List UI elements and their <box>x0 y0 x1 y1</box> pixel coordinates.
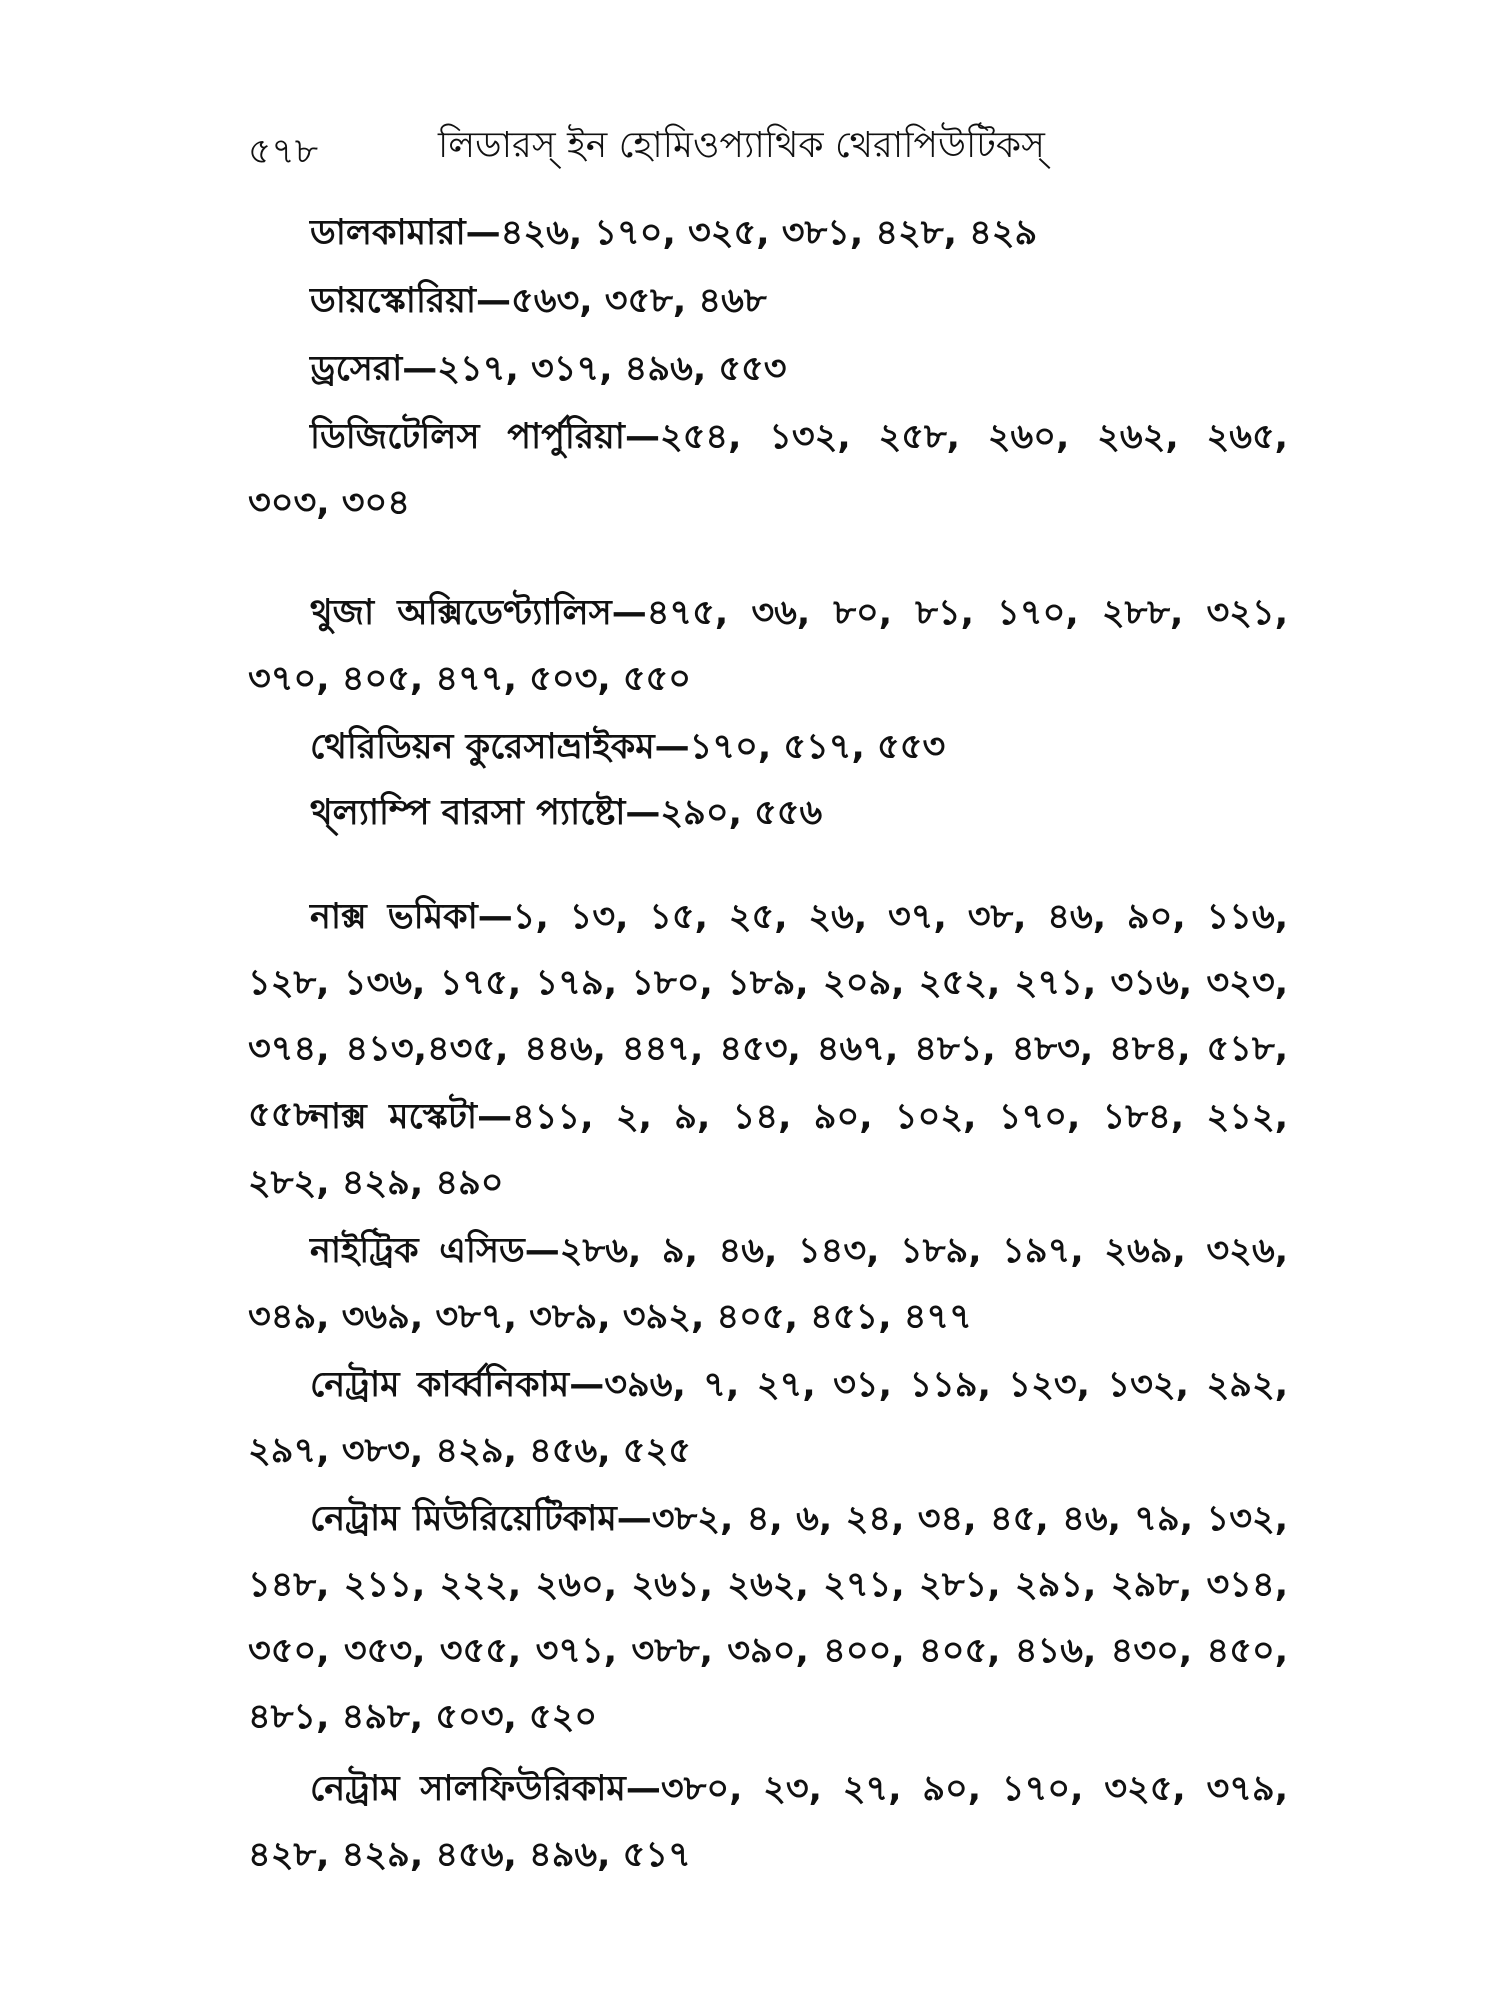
entry-refs: ৫৬৩, ৩৫৮, ৪৬৮ <box>511 281 767 321</box>
index-entry: থ্ল্যাম্পি বারসা প্যাষ্টো—২৯০, ৫৫৬ <box>310 793 823 833</box>
entry-name: থুজা অক্সিডেণ্ট্যালিস <box>310 593 612 633</box>
index-entry: ডায়স্কোরিয়া—৫৬৩, ৩৫৮, ৪৬৮ <box>310 281 767 321</box>
entry-refs: ৩৮০, ২৩, ২৭, ৯০, ১৭০, ৩২৫, ৩৭৯, ৪২৮, ৪২৯, ৪৫৬, ৪৯৬, ৫১৭ <box>248 1769 1289 1875</box>
entry-refs: ৩৮২, ৪, ৬, ২৪, ৩৪, ৪৫, ৪৬, ৭৯, ১৩২, ১৪৮, ২১১, ২২২, ২৬০, ২৬১, ২৬২, ২৭১, ২৮১, ২৯১, ২৯৮, ৩১৪, ৩৫০, ৩৫৩, ৩৫৫, ৩৭১, ৩৮৮, ৩৯০, ৪০০, ৪০৫, ৪১৬, ৪৩০, ৪৫০, ৪৮১, ৪৯৮, ৫০৩, ৫২০ <box>248 1499 1288 1737</box>
entry-name: নেট্রাম মিউরিয়েটিকাম <box>310 1499 617 1539</box>
entry-refs: ১, ১৩, ১৫, ২৫, ২৬, ৩৭, ৩৮, ৪৬, ৯০, ১১৬, ১২৮, ১৩৬, ১৭৫, ১৭৯, ১৮০, ১৮৯, ২০৯, ২৫২, ২৭১, ৩১৬, ৩২৩, ৩৭৪, ৪১৩,৪৩৫, ৪৪৬, ৪৪৭, ৪৫৩, ৪৬৭, ৪৮১, ৪৮৩, ৪৮৪, ৫১৮, ৫৫৮ <box>248 897 1288 1135</box>
entry-name: ডিজিটেলিস পার্পুরিয়া <box>310 417 625 457</box>
index-entry: নাক্স মস্কেটা—৪১১, ২, ৯, ১৪, ৯০, ১০২, ১৭০, ১৮৪, ২১২, ২৮২, ৪২৯, ৪৯০ <box>248 1097 1288 1203</box>
entry-name: নাক্স ভমিকা <box>310 897 478 937</box>
index-entry: নেট্রাম কার্ব্বনিকাম—৩৯৬, ৭, ২৭, ৩১, ১১৯, ১২৩, ১৩২, ২৯২, ২৯৭, ৩৮৩, ৪২৯, ৪৫৬, ৫২৫ <box>248 1365 1288 1471</box>
entry-name: ডালকামারা <box>310 213 466 253</box>
index-entry: ডালকামারা—৪২৬, ১৭০, ৩২৫, ৩৮১, ৪২৮, ৪২৯ <box>310 213 1038 253</box>
entry-name: থেরিডিয়ন কুরেসাভ্রাইকম <box>310 727 655 767</box>
entry-refs: ২৫৪, ১৩২, ২৫৮, ২৬০, ২৬২, ২৬৫, ৩০৩, ৩০৪ <box>248 417 1288 523</box>
running-header <box>248 118 1108 178</box>
entry-refs: ২৮৬, ৯, ৪৬, ১৪৩, ১৮৯, ১৯৭, ২৬৯, ৩২৬, ৩৪৯, ৩৬৯, ৩৮৭, ৩৮৯, ৩৯২, ৪০৫, ৪৫১, ৪৭৭ <box>248 1231 1288 1337</box>
index-entry: নেট্রাম মিউরিয়েটিকাম—৩৮২, ৪, ৬, ২৪, ৩৪, ৪৫, ৪৬, ৭৯, ১৩২, ১৪৮, ২১১, ২২২, ২৬০, ২৬১, ২৬২, ২৭১, ২৮১, ২৯১, ২৯৮, ৩১৪, ৩৫০, ৩৫৩, ৩৫৫, ৩৭১, ৩৮৮, ৩৯০, ৪০০, ৪০৫, ৪১৬, ৪৩০, ৪৫০, ৪৮১, ৪৯৮, ৫০৩, ৫২০ <box>248 1499 1288 1737</box>
entry-name: নাক্স মস্কেটা <box>310 1097 478 1137</box>
entry-name: নাইট্রিক এসিড <box>310 1231 525 1271</box>
index-entry: ড্রসেরা—২১৭, ৩১৭, ৪৯৬, ৫৫৩ <box>310 349 787 389</box>
entry-refs: ৪২৬, ১৭০, ৩২৫, ৩৮১, ৪২৮, ৪২৯ <box>500 213 1038 253</box>
index-entry: নাক্স ভমিকা—১, ১৩, ১৫, ২৫, ২৬, ৩৭, ৩৮, ৪৬, ৯০, ১১৬, ১২৮, ১৩৬, ১৭৫, ১৭৯, ১৮০, ১৮৯, ২০৯, ২৫২, ২৭১, ৩১৬, ৩২৩, ৩৭৪, ৪১৩,৪৩৫, ৪৪৬, ৪৪৭, ৪৫৩, ৪৬৭, ৪৮১, ৪৮৩, ৪৮৪, ৫১৮, ৫৫৮ <box>248 897 1288 1135</box>
entry-name: থ্ল্যাম্পি বারসা প্যাষ্টো <box>310 793 626 833</box>
entry-name: নেট্রাম সালফিউরিকাম <box>310 1769 626 1809</box>
entry-refs: ৪৭৫, ৩৬, ৮০, ৮১, ১৭০, ২৮৮, ৩২১, ৩৭০, ৪০৫, ৪৭৭, ৫০৩, ৫৫০ <box>248 593 1288 699</box>
entry-refs: ২৯০, ৫৫৬ <box>660 793 823 833</box>
index-entry: নাইট্রিক এসিড—২৮৬, ৯, ৪৬, ১৪৩, ১৮৯, ১৯৭, ২৬৯, ৩২৬, ৩৪৯, ৩৬৯, ৩৮৭, ৩৮৯, ৩৯২, ৪০৫, ৪৫১, ৪৭৭ <box>248 1231 1288 1337</box>
entry-refs: ২১৭, ৩১৭, ৪৯৬, ৫৫৩ <box>437 349 787 389</box>
entry-name: ড্রসেরা <box>310 349 403 389</box>
running-title: লিডারস্ ইন হোমিওপ্যাথিক থেরাপিউটিকস্ <box>438 125 1045 166</box>
entry-refs: ৪১১, ২, ৯, ১৪, ৯০, ১০২, ১৭০, ১৮৪, ২১২, ২৮২, ৪২৯, ৪৯০ <box>248 1097 1288 1203</box>
entry-refs: ১৭০, ৫১৭, ৫৫৩ <box>689 727 946 767</box>
entry-refs: ৩৯৬, ৭, ২৭, ৩১, ১১৯, ১২৩, ১৩২, ২৯২, ২৯৭, ৩৮৩, ৪২৯, ৪৫৬, ৫২৫ <box>248 1365 1288 1471</box>
page-number: ৫৭৮ <box>248 131 319 172</box>
index-entry: নেট্রাম সালফিউরিকাম—৩৮০, ২৩, ২৭, ৯০, ১৭০, ৩২৫, ৩৭৯, ৪২৮, ৪২৯, ৪৫৬, ৪৯৬, ৫১৭ <box>248 1769 1289 1875</box>
index-entry: ডিজিটেলিস পার্পুরিয়া—২৫৪, ১৩২, ২৫৮, ২৬০, ২৬২, ২৬৫, ৩০৩, ৩০৪ <box>248 417 1288 523</box>
entry-name: নেট্রাম কার্ব্বনিকাম <box>310 1365 570 1405</box>
entry-name: ডায়স্কোরিয়া <box>310 281 476 321</box>
index-entry: থেরিডিয়ন কুরেসাভ্রাইকম—১৭০, ৫১৭, ৫৫৩ <box>310 727 946 767</box>
index-entry: থুজা অক্সিডেণ্ট্যালিস—৪৭৫, ৩৬, ৮০, ৮১, ১৭০, ২৮৮, ৩২১, ৩৭০, ৪০৫, ৪৭৭, ৫০৩, ৫৫০ <box>248 593 1288 699</box>
